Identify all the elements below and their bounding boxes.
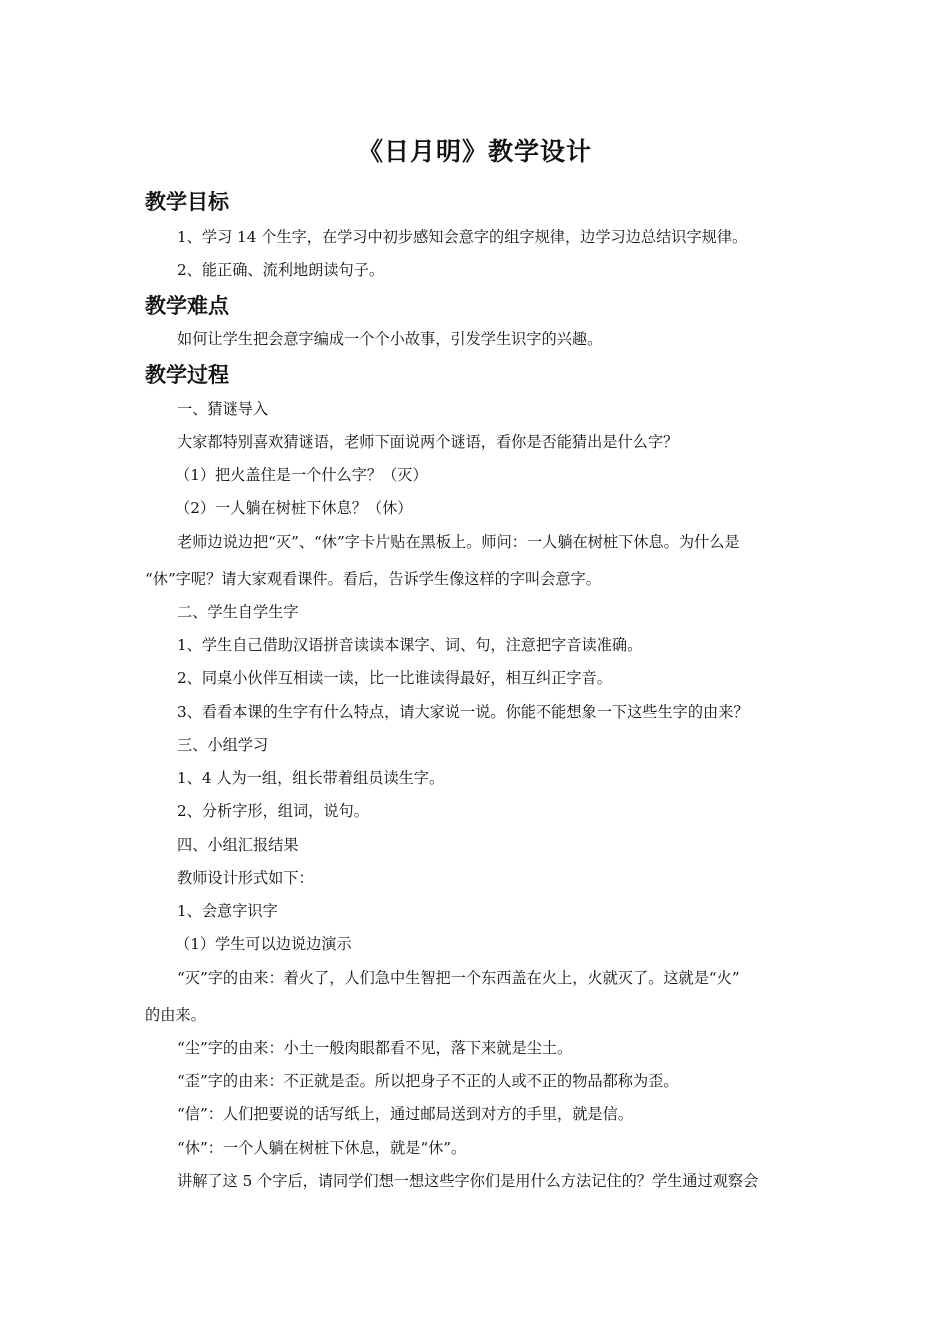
process-line: 2、分析字形，组词，说句。 — [177, 802, 369, 820]
process-line: （1）学生可以边说边演示 — [175, 935, 352, 953]
section-heading-objectives: 教学目标 — [145, 190, 229, 214]
difficulty-text: 如何让学生把会意字编成一个个小故事，引发学生识字的兴趣。 — [177, 330, 603, 348]
process-line: 的由来。 — [145, 1006, 206, 1024]
page-title: 《日月明》教学设计 — [357, 137, 592, 166]
process-line: 四、小组汇报结果 — [177, 836, 299, 854]
section-heading-process: 教学过程 — [145, 363, 229, 387]
process-line: （1）把火盖住是一个什么字？（灭） — [175, 466, 428, 484]
process-line: “信”：人们把要说的话写纸上，通过邮局送到对方的手里，就是信。 — [177, 1105, 633, 1123]
process-line: “尘”字的由来：小土一般肉眼都看不见，落下来就是尘土。 — [177, 1039, 573, 1057]
process-line: 1、会意字识字 — [177, 902, 278, 920]
process-line: （2）一人躺在树桩下休息？（休） — [175, 499, 413, 517]
process-line: 1、学生自己借助汉语拼音读读本课字、词、句，注意把字音读准确。 — [177, 636, 643, 654]
process-line: “休”字呢？请大家观看课件。看后，告诉学生像这样的字叫会意字。 — [145, 570, 601, 588]
process-line: “灭”字的由来：着火了，人们急中生智把一个东西盖在火上，火就灭了。这就是“火” — [177, 969, 740, 987]
process-line: 二、学生自学生字 — [177, 603, 299, 621]
process-line: 1、4 人为一组，组长带着组员读生字。 — [177, 769, 445, 787]
section-heading-difficulty: 教学难点 — [145, 294, 229, 318]
process-line: 大家都特别喜欢猜谜语，老师下面说两个谜语，看你是否能猜出是什么字？ — [177, 433, 679, 451]
process-line: 教师设计形式如下： — [177, 869, 314, 887]
process-line: 三、小组学习 — [177, 736, 269, 754]
process-line: 一、猜谜导入 — [177, 400, 269, 418]
process-line: “歪”字的由来：不正就是歪。所以把身子不正的人或不正的物品都称为歪。 — [177, 1072, 679, 1090]
process-line: 3、看看本课的生字有什么特点，请大家说一说。你能不能想象一下这些生字的由来？ — [177, 703, 749, 721]
process-line: 2、同桌小伙伴互相读一读，比一比谁读得最好，相互纠正字音。 — [177, 669, 612, 687]
process-line: 讲解了这 5 个字后，请同学们想一想这些字你们是用什么方法记住的？学生通过观察会 — [177, 1172, 759, 1190]
process-line: “休”：一个人躺在树桩下休息，就是“休”。 — [177, 1139, 467, 1157]
objective-item: 2、能正确、流利地朗读句子。 — [177, 261, 385, 279]
process-line: 老师边说边把“灭”、“休”字卡片贴在黑板上。师问：一人躺在树桩下休息。为什么是 — [177, 533, 740, 551]
objective-item: 1、学习 14 个生字，在学习中初步感知会意字的组字规律，边学习边总结识字规律。 — [177, 228, 748, 246]
